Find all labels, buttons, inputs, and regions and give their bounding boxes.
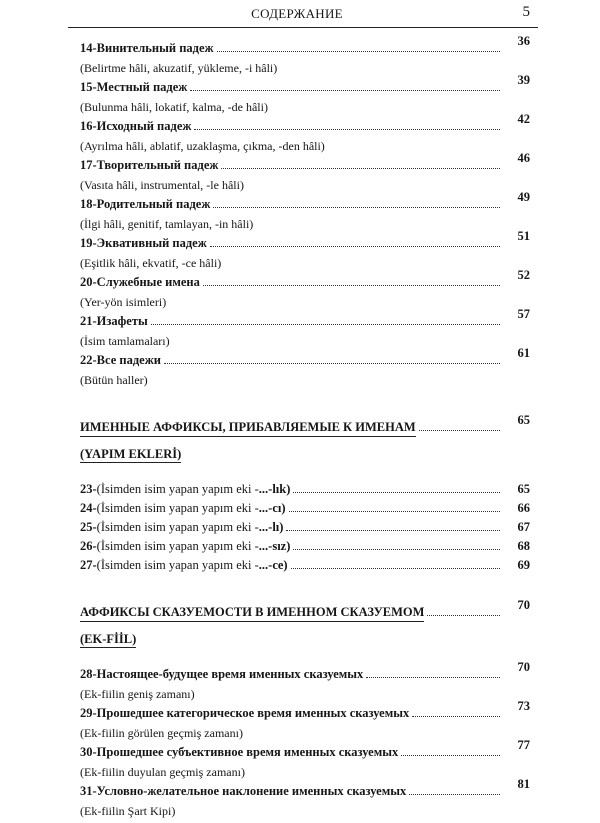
- toc-entry-title: 19-Эквативный падеж: [80, 236, 207, 250]
- toc-entry-case-15: [80, 73, 530, 116]
- toc-entry-title: 18-Родительный падеж: [80, 197, 211, 211]
- entry-phrase: (İsimden isim yapan yapım eki -: [96, 482, 259, 496]
- entry-phrase: (İsimden isim yapan yapım eki -: [96, 520, 259, 534]
- toc-entry-title: 15-Местный падеж: [80, 80, 188, 94]
- section-title: ИМЕННЫЕ АФФИКСЫ, ПРИБАВЛЯЕМЫЕ К ИМЕНАМ: [80, 420, 416, 437]
- leader-dots: [293, 488, 500, 493]
- page-number: 5: [522, 4, 530, 20]
- toc-entry-title: 17-Творительный падеж: [80, 158, 219, 172]
- entry-number: 24-: [80, 501, 97, 515]
- toc-entry-page: 77: [517, 738, 530, 752]
- toc-entry-title: 14-Винительный падеж: [80, 41, 214, 55]
- toc-entry-subtitle: (İsim tamlamaları): [80, 334, 170, 348]
- toc-entry-tense-28: [80, 660, 530, 703]
- section-page: 65: [517, 413, 530, 427]
- section-heading-predicative-affixes: [80, 598, 530, 648]
- leader-dots: [366, 673, 500, 678]
- section-heading-nominal-affixes: [80, 413, 530, 463]
- toc-entry-subtitle: (Ek-fiilin görülen geçmiş zamanı): [80, 726, 243, 740]
- toc-entry-page: 52: [517, 268, 530, 282]
- toc-entry-subtitle: (Vasıta hâli, instrumental, -le hâli): [80, 178, 244, 192]
- toc-entry-subtitle: (Belirtme hâli, akuzatif, yükleme, -i hâli): [80, 61, 278, 75]
- toc-entry-page: 65: [517, 482, 530, 496]
- leader-dots: [291, 564, 500, 569]
- toc-entry-page: 81: [517, 777, 530, 791]
- toc-entry-page: 42: [517, 112, 530, 126]
- toc-entry-page: 49: [517, 190, 530, 204]
- leader-dots: [164, 359, 500, 364]
- toc-entry-page: 73: [517, 699, 530, 713]
- toc-entry-page: 70: [517, 660, 530, 674]
- toc-entry-case-20: [80, 268, 530, 311]
- header-rule: [68, 27, 538, 28]
- entry-suffix: ...-sız): [258, 539, 291, 553]
- toc-entry-title: 28-Настоящее-будущее время именных сказуемых: [80, 667, 364, 681]
- entry-number: 26-: [80, 539, 97, 553]
- toc-entry-page: 61: [517, 346, 530, 360]
- section-subtitle: (EK-FİİL): [80, 632, 137, 646]
- leader-dots: [221, 164, 500, 169]
- toc-entry-case-14: [80, 34, 530, 77]
- section-title: АФФИКСЫ СКАЗУЕМОСТИ В ИМЕННОМ СКАЗУЕМОМ: [80, 605, 424, 622]
- toc-entry-title: 29-Прошедшее категорическое время именных сказуемых: [80, 706, 410, 720]
- toc-entry-page: 36: [517, 34, 530, 48]
- section-page: 70: [517, 598, 530, 612]
- entry-suffix: ...-lık): [258, 482, 291, 496]
- toc-entry-case-16: [80, 112, 530, 155]
- toc-entry-subtitle: (Ek-fiilin duyulan geçmiş zamanı): [80, 765, 245, 779]
- leader-dots: [419, 426, 500, 431]
- leader-dots: [289, 507, 500, 512]
- leader-dots: [151, 320, 500, 325]
- toc-entry-tense-29: [80, 699, 530, 742]
- toc-entry-suffix-26: [80, 539, 530, 558]
- toc-entry-title: 16-Исходный падеж: [80, 119, 192, 133]
- toc-entry-suffix-24: [80, 501, 530, 520]
- toc-entry-case-19: [80, 229, 530, 272]
- toc-entry-case-22: [80, 346, 530, 389]
- entry-phrase: (İsimden isim yapan yapım eki -: [96, 539, 259, 553]
- toc-entry-page: 66: [517, 501, 530, 515]
- toc-entry-subtitle: (Yer-yön isimleri): [80, 295, 167, 309]
- toc-entry-page: 57: [517, 307, 530, 321]
- toc-entry-subtitle: (İlgi hâli, genitif, tamlayan, -in hâli): [80, 217, 254, 231]
- leader-dots: [194, 125, 500, 130]
- leader-dots: [412, 712, 500, 717]
- entry-number: 27-: [80, 558, 97, 572]
- section-subtitle: (YAPIM EKLERİ): [80, 447, 182, 461]
- toc-entry-suffix-23: [80, 482, 530, 501]
- leader-dots: [286, 526, 500, 531]
- toc-entry-subtitle: (Ek-fiilin Şart Kipi): [80, 804, 176, 818]
- toc-entry-page: 46: [517, 151, 530, 165]
- toc-entry-subtitle: (Eşitlik hâli, ekvatif, -ce hâli): [80, 256, 222, 270]
- leader-dots: [409, 790, 500, 795]
- toc-entry-tense-30: [80, 738, 530, 781]
- leader-dots: [401, 751, 500, 756]
- entry-phrase: (İsimden isim yapan yapım eki -: [96, 501, 259, 515]
- toc-entry-case-17: [80, 151, 530, 194]
- leader-dots: [203, 281, 500, 286]
- leader-dots: [190, 86, 500, 91]
- toc-entry-title: 20-Служебные имена: [80, 275, 200, 289]
- entry-suffix: ...-lı): [258, 520, 284, 534]
- leader-dots: [293, 545, 500, 550]
- toc-entry-title: 21-Изафеты: [80, 314, 148, 328]
- toc-entry-title: 30-Прошедшее субъективное время именных сказуемых: [80, 745, 399, 759]
- entry-suffix: ...-ce): [258, 558, 288, 572]
- toc-entry-page: 67: [517, 520, 530, 534]
- toc-entry-page: 51: [517, 229, 530, 243]
- toc-entry-page: 68: [517, 539, 530, 553]
- toc-entry-title: 22-Все падежи: [80, 353, 161, 367]
- leader-dots: [213, 203, 500, 208]
- leader-dots: [427, 611, 500, 616]
- leader-dots: [210, 242, 500, 247]
- table-of-contents: [80, 34, 530, 823]
- toc-entry-case-18: [80, 190, 530, 233]
- toc-entry-title: 31-Условно-желательное наклонение именных сказуемых: [80, 784, 407, 798]
- toc-entry-tense-31: [80, 777, 530, 820]
- toc-entry-page: 69: [517, 558, 530, 572]
- entry-number: 23-: [80, 482, 97, 496]
- toc-entry-subtitle: (Ayrılma hâli, ablatif, uzaklaşma, çıkma, -den hâli): [80, 139, 325, 153]
- toc-entry-case-21: [80, 307, 530, 350]
- entry-number: 25-: [80, 520, 97, 534]
- toc-entry-subtitle: (Bütün haller): [80, 373, 148, 387]
- running-head: СОДЕРЖАНИЕ: [251, 6, 343, 21]
- toc-entry-page: 39: [517, 73, 530, 87]
- toc-entry-suffix-27: [80, 558, 530, 577]
- entry-suffix: ...-cı): [258, 501, 286, 515]
- toc-entry-subtitle: (Bulunma hâli, lokatif, kalma, -de hâli): [80, 100, 268, 114]
- entry-phrase: (İsimden isim yapan yapım eki -: [96, 558, 259, 572]
- leader-dots: [217, 47, 500, 52]
- toc-entry-suffix-25: [80, 520, 530, 539]
- toc-entry-subtitle: (Ek-fiilin geniş zamanı): [80, 687, 195, 701]
